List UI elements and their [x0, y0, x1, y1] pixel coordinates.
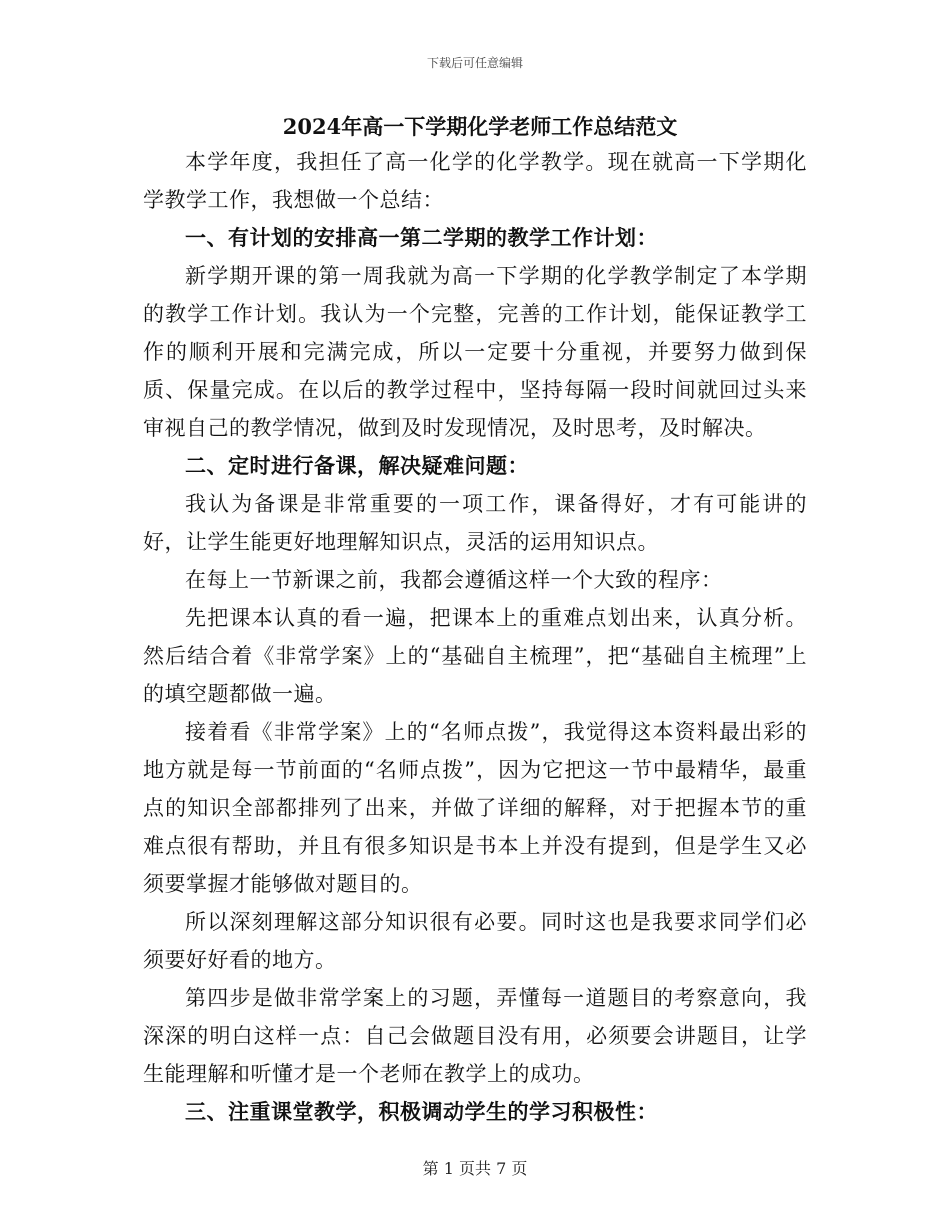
section-heading: 三、注重课堂教学，积极调动学生的学习积极性： — [185, 1099, 658, 1124]
paragraph: 先把课本认真的看一遍，把课本上的重难点划出来，认真分析。然后结合着《非常学案》上的“基础自主梳理”，把“基础自主梳理”上的填空题都做一遍。 — [143, 606, 807, 706]
paragraph: 我认为备课是非常重要的一项工作，课备得好，才有可能讲的好，让学生能更好地理解知识点，灵活的运用知识点。 — [143, 492, 807, 554]
paragraph: 第四步是做非常学案上的习题，弄懂每一道题目的考察意向，我深深的明白这样一点：自己会做题目没有用，必须要会讲题目，让学生能理解和听懂才是一个老师在教学上的成功。 — [143, 986, 807, 1086]
paragraph: 在每上一节新课之前，我都会遵循这样一个大致的程序： — [185, 568, 723, 592]
section-heading: 一、有计划的安排高一第二学期的教学工作计划： — [185, 225, 658, 250]
paragraph: 所以深刻理解这部分知识很有必要。同时这也是我要求同学们必须要好好看的地方。 — [143, 910, 807, 972]
paragraph: 新学期开课的第一周我就为高一下学期的化学教学制定了本学期的教学工作计划。我认为一个完整，完善的工作计划，能保证教学工作的顺利开展和完满完成，所以一定要十分重视，并要努力做到保质、保量完成。在以后的教学过程中，坚持每隔一段时间就回过头来审视自己的教学情况，做到及时发现情况，及时思考，及时解决。 — [143, 264, 807, 440]
page-number: 第 1 页共 7 页 — [422, 1159, 528, 1178]
section-heading: 二、定时进行备课，解决疑难问题： — [185, 453, 529, 478]
document-title: 2024年高一下学期化学老师工作总结范文 — [282, 114, 678, 139]
document-body — [143, 111, 807, 1131]
paragraph: 本学年度，我担任了高一化学的化学教学。现在就高一下学期化学教学工作，我想做一个总结： — [143, 150, 807, 212]
paragraph: 接着看《非常学案》上的“名师点拨”，我觉得这本资料最出彩的地方就是每一节前面的“名师点拨”，因为它把这一节中最精华，最重点的知识全部都排列了出来，并做了详细的解释，对于把握本节的重难点很有帮助，并且有很多知识是书本上并没有提到，但是学生又必须要掌握才能够做对题目的。 — [143, 720, 807, 896]
header-note: 下载后可任意编辑 — [426, 56, 523, 70]
